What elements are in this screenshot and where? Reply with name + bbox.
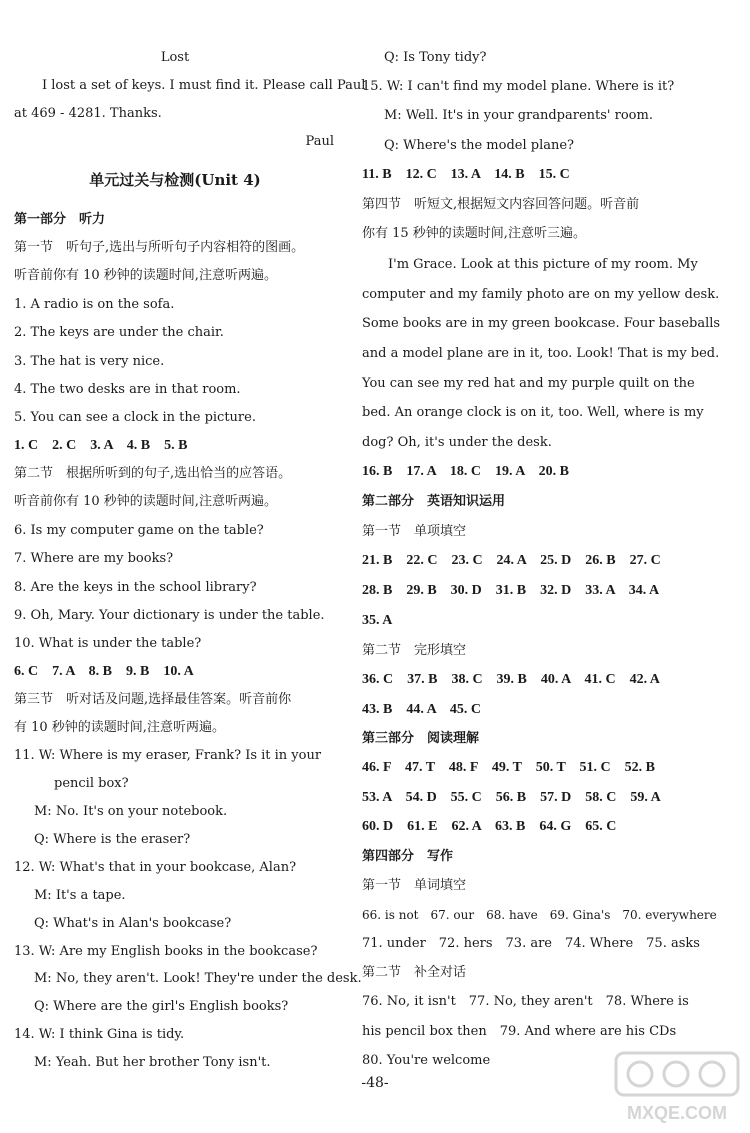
part-heading: 第四部分 写作	[362, 849, 454, 864]
lost-signature: Paul	[305, 134, 334, 149]
watermark-text: MXQE.COM	[626, 1103, 728, 1123]
section-instruction: 第三节 听对话及问题,选择最佳答案。听音前你	[14, 692, 292, 707]
script-line: 9. Oh, Mary. Your dictionary is under the table.	[14, 608, 325, 623]
answer-key: 16. B 17. A 18. C 19. A 20. B	[362, 464, 569, 479]
part-heading: 第二部分 英语知识运用	[362, 494, 506, 509]
dialogue-line: M: Well. It's in your grandparents' room.	[384, 108, 653, 123]
watermark-icon	[612, 1049, 742, 1127]
answer-key: 6. C 7. A 8. B 9. B 10. A	[14, 664, 194, 679]
answer-key: 35. A	[362, 613, 393, 628]
answer-key: 43. B 44. A 45. C	[362, 702, 482, 717]
answer-key: 46. F 47. T 48. F 49. T 50. T 51. C 52. B	[362, 760, 656, 775]
passage-line: I'm Grace. Look at this picture of my room. My	[388, 257, 698, 272]
lost-text-line: I lost a set of keys. I must find it. Please call Paul	[42, 78, 366, 93]
answer-key: 71. under 72. hers 73. are 74. Where 75. asks	[362, 936, 700, 951]
script-line: 2. The keys are under the chair.	[14, 325, 224, 340]
lost-title: Lost	[160, 50, 190, 65]
dialogue-line: Q: Where is the eraser?	[34, 832, 191, 847]
passage-line: computer and my family photo are on my yellow desk.	[362, 287, 720, 302]
answer-key: 53. A 54. D 55. C 56. B 57. D 58. C 59. A	[362, 790, 661, 805]
script-line: 6. Is my computer game on the table?	[14, 523, 264, 538]
script-line: 1. A radio is on the sofa.	[14, 297, 175, 312]
answer-key: 80. You're welcome	[362, 1053, 491, 1068]
part-heading: 第一部分 听力	[14, 212, 106, 227]
dialogue-line: 15. W: I can't find my model plane. Where is it?	[362, 79, 675, 94]
section-instruction: 第一节 听句子,选出与所听句子内容相符的图画。	[14, 240, 305, 255]
page-number: -48-	[361, 1075, 389, 1091]
section-heading: 第一节 单词填空	[362, 878, 467, 893]
script-line: 8. Are the keys in the school library?	[14, 580, 257, 595]
dialogue-line: Q: What's in Alan's bookcase?	[34, 916, 232, 931]
script-line: 10. What is under the table?	[14, 636, 202, 651]
section-instruction: 第四节 听短文,根据短文内容回答问题。听音前	[362, 197, 640, 212]
passage-line: You can see my red hat and my purple quilt on the	[362, 376, 695, 391]
section-instruction: 你有 15 秒钟的读题时间,注意听三遍。	[362, 226, 586, 241]
section-instruction: 听音前你有 10 秒钟的读题时间,注意听两遍。	[14, 268, 277, 283]
script-line: 3. The hat is very nice.	[14, 354, 165, 369]
answer-key: 60. D 61. E 62. A 63. B 64. G 65. C	[362, 819, 617, 834]
answer-key: 11. B 12. C 13. A 14. B 15. C	[362, 167, 570, 182]
dialogue-line: Q: Is Tony tidy?	[384, 50, 487, 65]
watermark-logo	[612, 1049, 742, 1127]
passage-line: and a model plane are in it, too. Look! That is my bed.	[362, 346, 720, 361]
answer-key: 28. B 29. B 30. D 31. B 32. D 33. A 34. A	[362, 583, 660, 598]
passage-line: Some books are in my green bookcase. Four baseballs	[362, 316, 721, 331]
answer-key: 21. B 22. C 23. C 24. A 25. D 26. B 27. C	[362, 553, 661, 568]
section-heading: 第二节 完形填空	[362, 643, 467, 658]
section-instruction: 听音前你有 10 秒钟的读题时间,注意听两遍。	[14, 494, 277, 509]
answer-key: 66. is not 67. our 68. have 69. Gina's 70. everywhere	[362, 908, 717, 922]
answer-key: his pencil box then 79. And where are his CDs	[362, 1024, 677, 1039]
section-instruction: 有 10 秒钟的读题时间,注意听两遍。	[14, 720, 225, 735]
dialogue-line: M: It's a tape.	[34, 888, 126, 903]
dialogue-line: pencil box?	[54, 776, 129, 791]
section-heading: 第二节 补全对话	[362, 965, 467, 980]
answer-key: 76. No, it isn't 77. No, they aren't 78. Where is	[362, 994, 689, 1009]
script-line: 4. The two desks are in that room.	[14, 382, 241, 397]
dialogue-line: 12. W: What's that in your bookcase, Alan?	[14, 860, 297, 875]
passage-line: bed. An orange clock is on it, too. Well, where is my	[362, 405, 704, 420]
dialogue-line: 13. W: Are my English books in the bookcase?	[14, 944, 318, 959]
dialogue-line: 14. W: I think Gina is tidy.	[14, 1027, 185, 1042]
dialogue-line: M: No. It's on your notebook.	[34, 804, 228, 819]
dialogue-line: M: Yeah. But her brother Tony isn't.	[34, 1055, 271, 1070]
answer-key: 36. C 37. B 38. C 39. B 40. A 41. C 42. A	[362, 672, 660, 687]
answer-key: 1. C 2. C 3. A 4. B 5. B	[14, 438, 188, 453]
unit-title: 单元过关与检测(Unit 4)	[89, 171, 261, 189]
script-line: 5. You can see a clock in the picture.	[14, 410, 256, 425]
dialogue-line: M: No, they aren't. Look! They're under the desk.	[34, 971, 362, 986]
part-heading: 第三部分 阅读理解	[362, 731, 480, 746]
script-line: 7. Where are my books?	[14, 551, 174, 566]
dialogue-line: Q: Where are the girl's English books?	[34, 999, 289, 1014]
section-instruction: 第二节 根据所听到的句子,选出恰当的应答语。	[14, 466, 292, 481]
passage-line: dog? Oh, it's under the desk.	[362, 435, 552, 450]
dialogue-line: 11. W: Where is my eraser, Frank? Is it in your	[14, 748, 322, 763]
dialogue-line: Q: Where's the model plane?	[384, 138, 575, 153]
section-heading: 第一节 单项填空	[362, 524, 467, 539]
lost-text-line: at 469 - 4281. Thanks.	[14, 106, 162, 121]
